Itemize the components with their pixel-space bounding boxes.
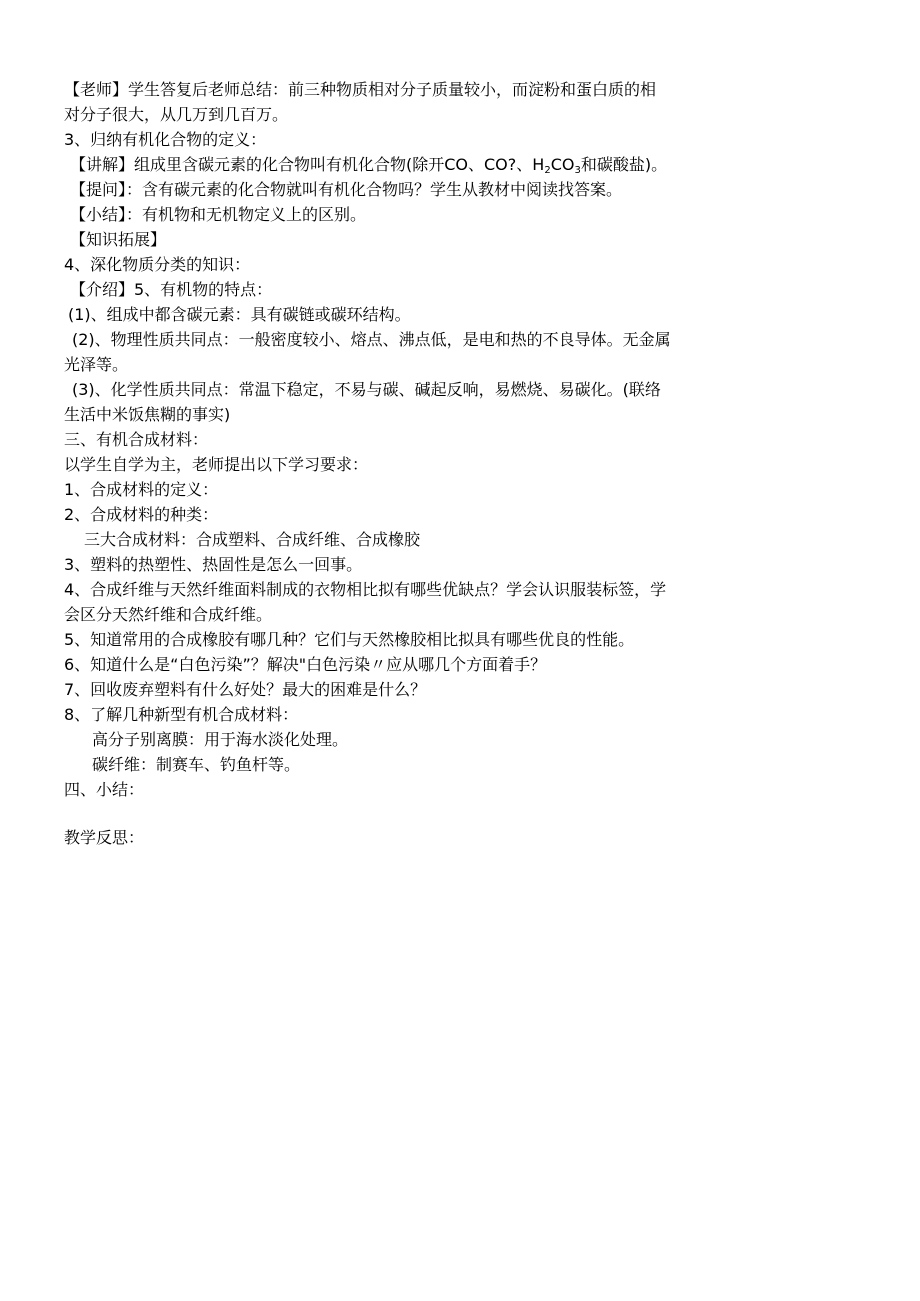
requirement-7: 7、回收废弃塑料有什么好处？最大的困难是什么？	[64, 680, 427, 699]
three-materials-line: 三大合成材料：合成塑料、合成纤维、合成橡胶	[84, 530, 421, 549]
feature-3-line-1: (3)、化学性质共同点：常温下稳定，不易与碳、碱起反响，易燃烧、易碳化。(联络	[72, 380, 661, 399]
feature-1: (1)、组成中都含碳元素：具有碳链或碳环结构。	[68, 305, 411, 324]
teacher-summary-line-2: 对分子很大，从几万到几百万。	[64, 105, 289, 124]
question-line: 【提问】：含有碳元素的化合物就叫有机化合物吗？学生从教材中阅读找答案。	[70, 180, 623, 199]
requirement-4-line-2: 会区分天然纤维和合成纤维。	[64, 605, 273, 624]
requirement-2: 2、合成材料的种类：	[64, 505, 219, 524]
requirement-8: 8、了解几种新型有机合成材料：	[64, 705, 299, 724]
carbon-fiber-line: 碳纤维：制赛车、钓鱼杆等。	[92, 755, 301, 774]
self-study-line: 以学生自学为主，老师提出以下学习要求：	[64, 455, 369, 474]
explanation-co: CO	[550, 155, 575, 174]
summary-line: 【小结】：有机物和无机物定义上的区别。	[70, 205, 367, 224]
section-4-heading: 4、深化物质分类的知识：	[64, 255, 251, 274]
knowledge-extension-heading: 【知识拓展】	[70, 230, 167, 249]
section-3-heading: 3、归纳有机化合物的定义：	[64, 130, 267, 149]
requirement-6: 6、知道什么是“白色污染”？解决"白色污染〃应从哪几个方面着手？	[64, 655, 547, 674]
feature-2-line-1: (2)、物理性质共同点：一般密度较小、熔点、沸点低，是电和热的不良导体。无金属	[72, 330, 671, 349]
section-four-heading: 四、小结：	[64, 780, 145, 799]
teaching-reflection-heading: 教学反思：	[64, 828, 145, 847]
section-three-heading: 三、有机合成材料：	[64, 430, 209, 449]
membrane-line: 高分子别离膜：用于海水淡化处理。	[92, 730, 349, 749]
requirement-1: 1、合成材料的定义：	[64, 480, 219, 499]
explanation-line	[70, 155, 667, 175]
requirement-4-line-1: 4、合成纤维与天然纤维面料制成的衣物相比拟有哪些优缺点？学会认识服装标签，学	[64, 580, 667, 599]
feature-2-line-2: 光泽等。	[64, 355, 129, 374]
explanation-sub-3: 3	[574, 165, 581, 176]
feature-3-line-2: 生活中米饭焦糊的事实)	[64, 405, 231, 424]
introduction-line: 【介绍】5、有机物的特点：	[70, 280, 273, 299]
requirement-3: 3、塑料的热塑性、热固性是怎么一回事。	[64, 555, 363, 574]
teacher-summary-line-1: 【老师】学生答复后老师总结：前三种物质相对分子质量较小，而淀粉和蛋白质的相	[64, 80, 657, 99]
explanation-suffix: 和碳酸盐)。	[580, 155, 668, 174]
explanation-sub-2: 2	[544, 165, 551, 176]
requirement-5: 5、知道常用的合成橡胶有哪几种？它们与天然橡胶相比拟具有哪些优良的性能。	[64, 630, 635, 649]
explanation-prefix: 【讲解】组成里含碳元素的化合物叫有机化合物(除开CO、CO?、H	[70, 155, 545, 174]
